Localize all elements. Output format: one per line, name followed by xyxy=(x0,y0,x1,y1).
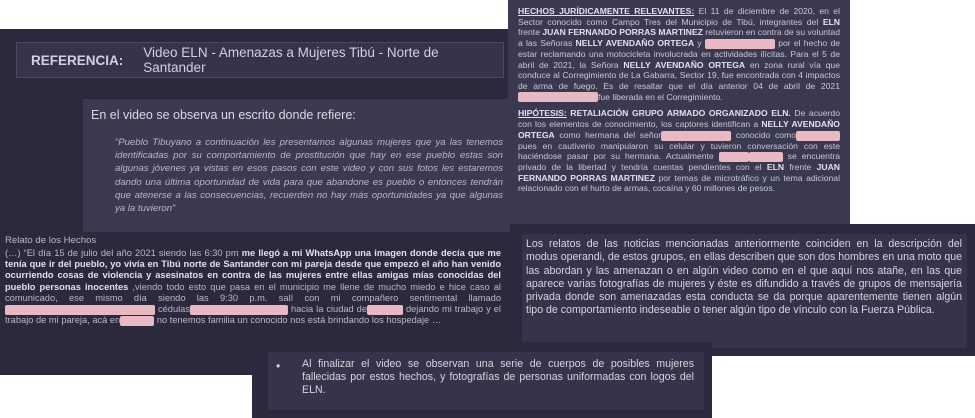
redaction-mark xyxy=(190,305,288,315)
eln-name: ELN xyxy=(766,161,785,172)
victim-name: NELLY AVENDAÑO ORTEGA xyxy=(575,38,695,49)
relato-text-part: cédulas xyxy=(155,304,190,315)
relato-text-part: ,viendo todo esto que pasa en el municipio me llene de mucho miedo e hice caso al comunicado, ese mismo día siendo las 9:30 p.m. salí con mi compañero sentimental llamado xyxy=(5,281,501,303)
redaction-mark xyxy=(661,131,731,141)
hechos-text-part: retuvieron en contra de su voluntad a las Señoras xyxy=(518,27,840,49)
relato-title: Relato de los Hechos xyxy=(5,235,97,246)
quote-box xyxy=(83,99,513,249)
relatos-box xyxy=(522,234,967,348)
hechos-text-part: como hermana del señor xyxy=(554,129,662,140)
redaction-mark xyxy=(367,305,403,315)
hechos-text-part: frente xyxy=(518,27,543,38)
relato-text-part: (…) “El día 15 de julio del año 2021 siendo las 6:30 pm xyxy=(5,248,242,258)
referencia-box xyxy=(16,42,504,78)
hechos-text xyxy=(518,6,840,194)
redaction-mark xyxy=(120,316,154,326)
redaction-mark xyxy=(5,305,155,315)
relato-text-part: hacia la ciudad de xyxy=(288,304,368,315)
relato-text xyxy=(5,248,501,326)
hechos-text-part: De acuerdo con los elementos de conocimiento, los captores identifican a xyxy=(518,108,840,130)
hipotesis-heading: HIPÓTESIS: xyxy=(518,108,567,119)
hechos-heading: HECHOS JURÍDICAMENTE RELEVANTES: xyxy=(518,6,695,16)
final-panel xyxy=(252,342,712,418)
redaction-mark xyxy=(796,131,840,141)
hechos-panel xyxy=(508,0,850,224)
hechos-text-part: se encuentra privado de la libertad y tendría cuentas pendientes con el xyxy=(518,151,840,172)
final-text: Al finalizar el video se observan una serie de cuerpos de posibles mujeres fallecidas por estos hechos, y fotografías de personas uniformadas con logos del ELN. xyxy=(302,358,694,396)
redaction-mark xyxy=(719,152,749,162)
hechos-text-part: frente xyxy=(784,161,817,172)
hechos-text-part: por temas de microtráfico y un tema adicional relacionado con el hurto de armas, cocaína y 60 millones de pesos. xyxy=(518,172,840,194)
hechos-text-part: y xyxy=(694,38,705,49)
referencia-label: REFERENCIA: xyxy=(31,52,124,68)
eln-name: ELN xyxy=(822,16,840,27)
hechos-text-part: en zona rural vía que conduce al Corregimiento de La Gabarra, Sector 19, fue encontrada con 4 impactos de arma de fuego. Es de resaltar que el día anterior 04 de abril de 2021 xyxy=(518,59,840,91)
hechos-text-part: pues en cautiverio manipularon su celular y tuvieron conversación con este haciéndose pasar por su hermana. Actualmente xyxy=(518,140,840,162)
frente-name: JUAN FERNANDO PORRAS MARTINEZ xyxy=(518,161,840,183)
relato-text-part: no tenemos familia un conocido nos está brindando los hospedaje … xyxy=(154,315,442,326)
quote-text: “Pueblo Tibuyano a continuación les presentamos algunas mujeres que ya las tenemos identificadas por su comportamiento de prostitución que hay en ese pueblo estas son algunas jóvenes ya vistas en esos pasos con este video y con sus fotos les estaremos dando una última oportunidad de vida para que abandone es pueblo o entonces tendrán que atenerse a las consecuencias, recuerden no hay más oportunidades ya que algunas ya la tuvieron” xyxy=(115,137,503,215)
relato-panel xyxy=(0,232,512,342)
final-box xyxy=(268,352,704,410)
hipotesis-title: RETALIACIÓN GRUPO ARMADO ORGANIZADO ELN. xyxy=(566,108,791,119)
redaction-mark xyxy=(518,92,598,102)
bullet-mark: • xyxy=(276,359,281,373)
hechos-text-part: fue liberada en el Corregimiento. xyxy=(598,91,723,102)
hechos-text-part: por el hecho de estar reclamando una motocicleta involucrada en actividades ilícitas. Para el 5 de abril de 2021, la Señora xyxy=(518,38,841,70)
hechos-text-part: conocido como xyxy=(731,129,796,140)
relatos-panel xyxy=(510,224,975,356)
frente-name: JUAN FERNANDO PORRAS MARTINEZ xyxy=(542,27,703,38)
redaction-mark xyxy=(749,152,783,162)
redaction-mark xyxy=(705,39,775,49)
hechos-text-part: El 11 de diciembre de 2020, en el Sector conocido como Campo Tres del Municipio de Tibú, integrantes del xyxy=(518,6,840,27)
relato-bold-part: me llegó a mi WhatsApp una imagen donde decía que me tenía que ir del pueblo, yo vivía en Tibú norte de Santander con mi pareja desde que empezó el año han venido ocurriendo cosas de violencia y asesinatos en contra de las mujeres entre ellas amigas mías conocidas del pueblo personas inocentes xyxy=(5,248,501,292)
victim-name: NELLY AVENDAÑO ORTEGA xyxy=(623,59,746,70)
relato-text-part: dejando mi trabajo y el trabajo de mi pareja, acá en xyxy=(5,304,501,326)
victim-name: NELLY AVENDAÑO ORTEGA xyxy=(518,119,840,140)
referencia-title: Video ELN - Amenazas a Mujeres Tibú - Norte de Santander xyxy=(143,45,439,75)
quote-intro: En el video se observa un escrito donde refiere: xyxy=(91,108,356,122)
relatos-text: Los relatos de las noticias mencionadas anteriormente coinciden en la descripción del modus operandi, de estos grupos, en ellas describen que son dos hombres en una moto que las abordan y las amenazan o en algún video como en el que aquí nos atañe, en las que aparece varias fotografías de mujeres y éste es difundido a través de grupos de mensajería privada donde son amenazadas esta conducta se da porque aparentemente tienen algún tipo de comportamiento indeseable o tener algún tipo de vínculo con la Fuerza Pública. xyxy=(526,238,962,317)
